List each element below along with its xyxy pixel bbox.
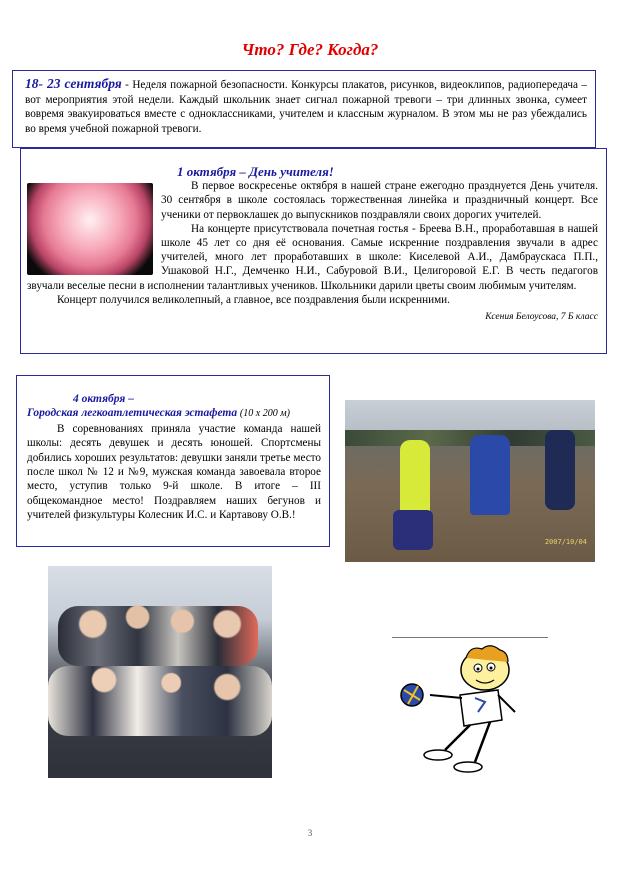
teachers-day-paragraph-3: Концерт получился великолепный, а главное, все поздравления были искренними. <box>57 293 450 306</box>
teachers-day-box <box>20 148 607 354</box>
relay-subtitle-line <box>27 406 321 421</box>
runner-yellow-bib <box>400 440 430 520</box>
page-title: Что? Где? Когда? <box>241 40 379 59</box>
rose-image <box>27 183 153 275</box>
relay-photo <box>345 400 595 562</box>
runner-blue <box>470 435 510 515</box>
fire-week-body: - Неделя пожарной безопасности. Конкурсы плакатов, рисунков, видеоклипов, радиопередача – вот мероприятия этой недели. Каждый школьник знает сигнал пожарной тревоги – три длинных звонка, сумеет вовремя эвакуироваться вместе с одноклассниками, учителем и классным журналом. В этом мы не раз убеждались во время учебной пожарной тревоги. <box>25 79 587 135</box>
divider-line <box>392 637 548 638</box>
fire-safety-week-text <box>25 77 587 136</box>
fire-safety-week-box <box>12 70 596 148</box>
team-group-photo <box>48 566 272 778</box>
runner-legs <box>393 510 433 550</box>
spectator <box>545 430 575 510</box>
teachers-day-paragraph-2: На концерте присутствовала почетная гостья - Бреева В.Н., проработавшая в нашей школе 45 лет со дня её основания. Самые искренние поздравления звучали в адрес учителей, много лет проработавших в школе: Киселевой А.И., Дамбраускаса П.П., Ушаковой Н.Г., Демченко Н.И., Сабуровой В.И., Целигоровой Е.Г. В честь педагогов звучали веселые песни в исполнении талантливых учеников. Школьники дарили цветы своим любимым учителям. <box>27 222 598 292</box>
teachers-day-paragraph-1: В первое воскресенье октября в нашей стране ежегодно празднуется День учителя. 30 сентября в школе состоялась торжественная линейка и праздничный концерт. Все ученики от первоклашек до выпускников поздравляли своих дорогих учителей. <box>161 180 598 221</box>
football-boy-cartoon <box>390 640 530 775</box>
teachers-day-signature: Ксения Белоусова, 7 Б класс <box>485 312 598 323</box>
relay-subtitle: Городская легкоатлетическая эстафета <box>27 407 238 420</box>
relay-box <box>16 375 330 547</box>
page-number: 3 <box>307 828 313 838</box>
photo-date-stamp: 2007/10/04 <box>544 538 587 546</box>
teachers-day-heading: 1 октября – День учителя! <box>177 164 334 179</box>
team-faces <box>48 596 272 736</box>
relay-distance: (10 х 200 м) <box>239 408 290 420</box>
fire-week-date: 18- 23 сентября <box>25 76 122 91</box>
relay-text: В соревнованиях приняла участие команда нашей школы: десять девушек и десять юношей. Спортсмены добились хороших результатов: девушки заняли третье место после школ № 12 и №9, мужская команда завоевала второе место, уступив только 9-й школе. В итоге – III общекомандное место! Поздравляем наших бегунов и учителей физкультуры Колесник И.С. и Картавову О.В.! <box>27 422 321 522</box>
relay-date: 4 октября – <box>73 393 134 405</box>
